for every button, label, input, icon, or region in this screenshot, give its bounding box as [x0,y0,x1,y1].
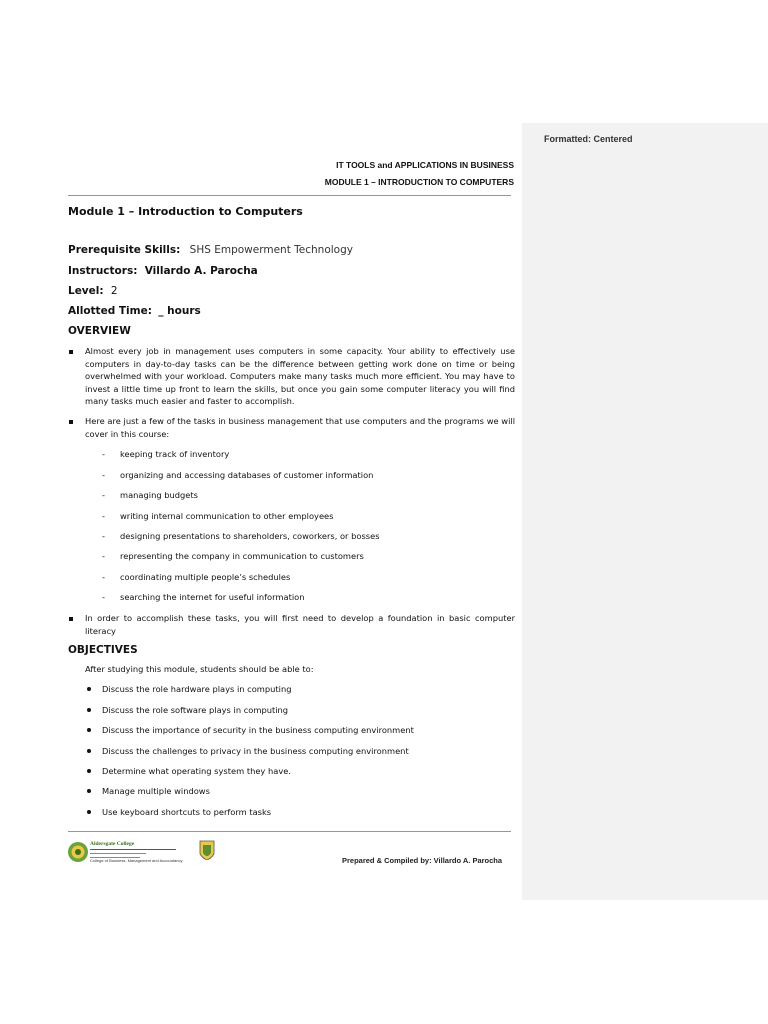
allotted-line [68,305,201,317]
comment-pane [522,123,768,900]
instructors-line [68,265,258,277]
header-rule [68,195,511,196]
level-line [68,285,118,297]
objectives-heading: OBJECTIVES [68,644,138,656]
objectives-intro: After studying this module, students should be able to: [85,664,314,674]
prereq-line [68,244,353,256]
header-module-title: MODULE 1 – INTRODUCTION TO COMPUTERS [324,177,514,187]
footer-rule [68,831,511,832]
prereq-label: Prerequisite Skills: [68,244,181,256]
overview-heading: OVERVIEW [68,325,131,337]
prereq-value: SHS Empowerment Technology [189,244,353,256]
level-label: Level: [68,285,104,297]
college-department: College of Business, Management and Accountancy [90,858,183,863]
allotted-label: Allotted Time: [68,305,152,317]
bullet-square [69,350,73,354]
level-value: 2 [110,285,118,297]
instructors-label: Instructors: [68,265,138,277]
comment-label: Formatted: Centered [544,134,633,144]
overview-paragraph-3: In order to accomplish these tasks, you will first need to develop a foundation in basic computer literacy [85,613,515,636]
header-course-title: IT TOOLS and APPLICATIONS IN BUSINESS [336,160,514,170]
prepared-by: Prepared & Compiled by: Villardo A. Parocha [342,856,503,865]
bullet-square [69,617,73,621]
instructors-value: Villardo A. Parocha [144,265,258,277]
page-title: Module 1 – Introduction to Computers [68,205,303,218]
bullet-square [69,420,73,424]
overview-paragraph-1: Almost every job in management uses computers in some capacity. Your ability to effectively use computers in day-to-day tasks can be the difference between getting work done on time or being overwhelmed with your workload. Computers make many tasks much more efficient. You may have to invest a little time up front to learn the skills, but once you gain some computer literacy you will find many tasks much easier and faster to accomplish. [85,346,515,407]
overview-paragraph-2: Here are just a few of the tasks in business management that use computers and the programs we will cover in this course: [85,416,515,439]
college-name: Aldersgate College [90,841,135,847]
allotted-value: _ hours [158,305,201,317]
